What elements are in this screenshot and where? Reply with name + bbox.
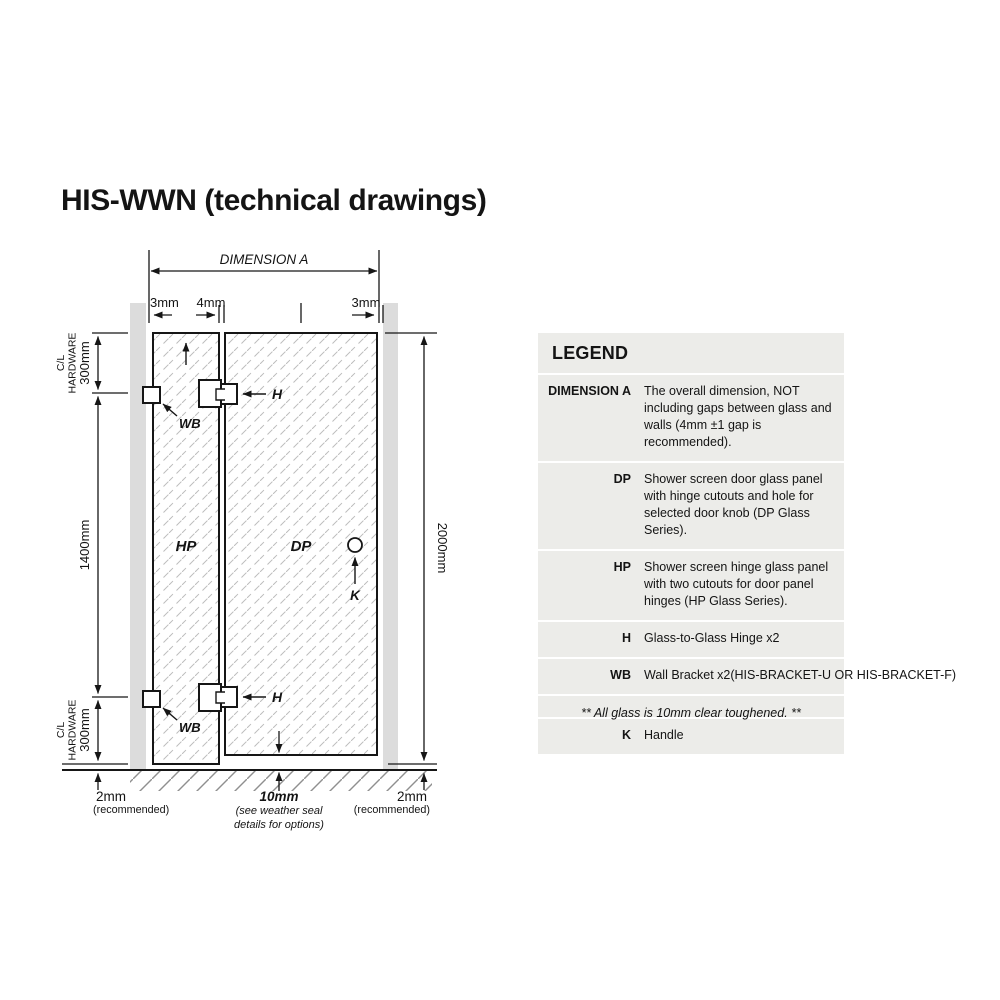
recommended-right: (recommended) bbox=[353, 804, 430, 816]
gap-2mm-right: 2mm bbox=[397, 789, 427, 804]
glass-footnote: ** All glass is 10mm clear toughened. ** bbox=[581, 706, 801, 720]
legend-desc: The overall dimension, NOT including gaps between glass and walls (4mm ±1 gap is recommended). bbox=[644, 384, 832, 449]
gap-10mm-label: 10mm bbox=[259, 789, 299, 804]
gap-left-label: 3mm bbox=[150, 295, 179, 310]
legend-desc: Shower screen hinge glass panel with two cutouts for door panel hinges (HP Glass Series). bbox=[644, 560, 829, 608]
legend-term: WB bbox=[610, 668, 631, 682]
weather-seal-note-2: details for options) bbox=[234, 819, 324, 831]
handle-label: K bbox=[350, 588, 360, 603]
legend-term: DP bbox=[613, 472, 631, 486]
wall-bracket-top bbox=[143, 387, 160, 403]
legend-row-h bbox=[538, 620, 844, 657]
hinge-label-bottom: H bbox=[272, 689, 283, 705]
dim-300-top: 300mm bbox=[77, 341, 92, 385]
legend-term: HP bbox=[613, 560, 631, 574]
legend-desc: Shower screen door glass panel with hinge cutouts and hole for selected door knob (DP Glass Series). bbox=[644, 472, 823, 537]
hinge-top bbox=[199, 380, 237, 407]
legend-heading: LEGEND bbox=[552, 343, 629, 363]
floor-hatch bbox=[130, 770, 432, 791]
legend-term: H bbox=[621, 631, 631, 645]
gap-2mm-left: 2mm bbox=[96, 789, 126, 804]
wall-bracket-label-bottom: WB bbox=[179, 720, 201, 735]
gap-right-label: 3mm bbox=[351, 295, 381, 310]
dim-1400: 1400mm bbox=[77, 519, 92, 571]
hardware-label-bottom: HARDWARE bbox=[66, 699, 79, 761]
legend-term: DIMENSION A bbox=[548, 384, 631, 398]
dimension-a-label: DIMENSION A bbox=[219, 252, 309, 267]
technical-drawing bbox=[55, 240, 485, 855]
recommended-left: (recommended) bbox=[93, 804, 170, 816]
legend-row-k bbox=[538, 717, 844, 754]
cl-label-top: C/L bbox=[55, 354, 67, 372]
page-title: HIS-WWN (technical drawings) bbox=[61, 184, 487, 217]
legend-row-wb bbox=[538, 657, 957, 694]
right-wall bbox=[383, 303, 398, 770]
wall-bracket-bottom bbox=[143, 691, 160, 707]
gap-dimensions bbox=[154, 303, 383, 323]
hardware-label-top: HARDWARE bbox=[66, 332, 79, 394]
legend-row-hp bbox=[538, 549, 844, 620]
legend-row-dp bbox=[538, 461, 844, 549]
legend-desc: Wall Bracket x2(HIS-BRACKET-U OR HIS-BRACKET-F) bbox=[644, 668, 957, 682]
gap-mid-label: 4mm bbox=[196, 295, 226, 310]
hinge-label-top: H bbox=[272, 386, 283, 402]
hp-panel-label: HP bbox=[175, 538, 197, 555]
wall-bracket-label-top: WB bbox=[179, 416, 201, 431]
hinge-bottom bbox=[199, 684, 237, 711]
legend-term: K bbox=[621, 728, 631, 742]
legend-desc: Handle bbox=[644, 728, 684, 742]
cl-label-bottom: C/L bbox=[55, 721, 67, 739]
legend-desc: Glass-to-Glass Hinge x2 bbox=[644, 631, 780, 645]
legend-panel bbox=[538, 333, 957, 754]
dp-panel-label: DP bbox=[290, 538, 312, 555]
handle-knob bbox=[348, 538, 362, 552]
weather-seal-note-1: (see weather seal bbox=[235, 805, 323, 817]
legend-row-dimension-a bbox=[538, 373, 844, 461]
dim-2000: 2000mm bbox=[435, 522, 450, 574]
dim-300-bottom: 300mm bbox=[77, 708, 92, 752]
